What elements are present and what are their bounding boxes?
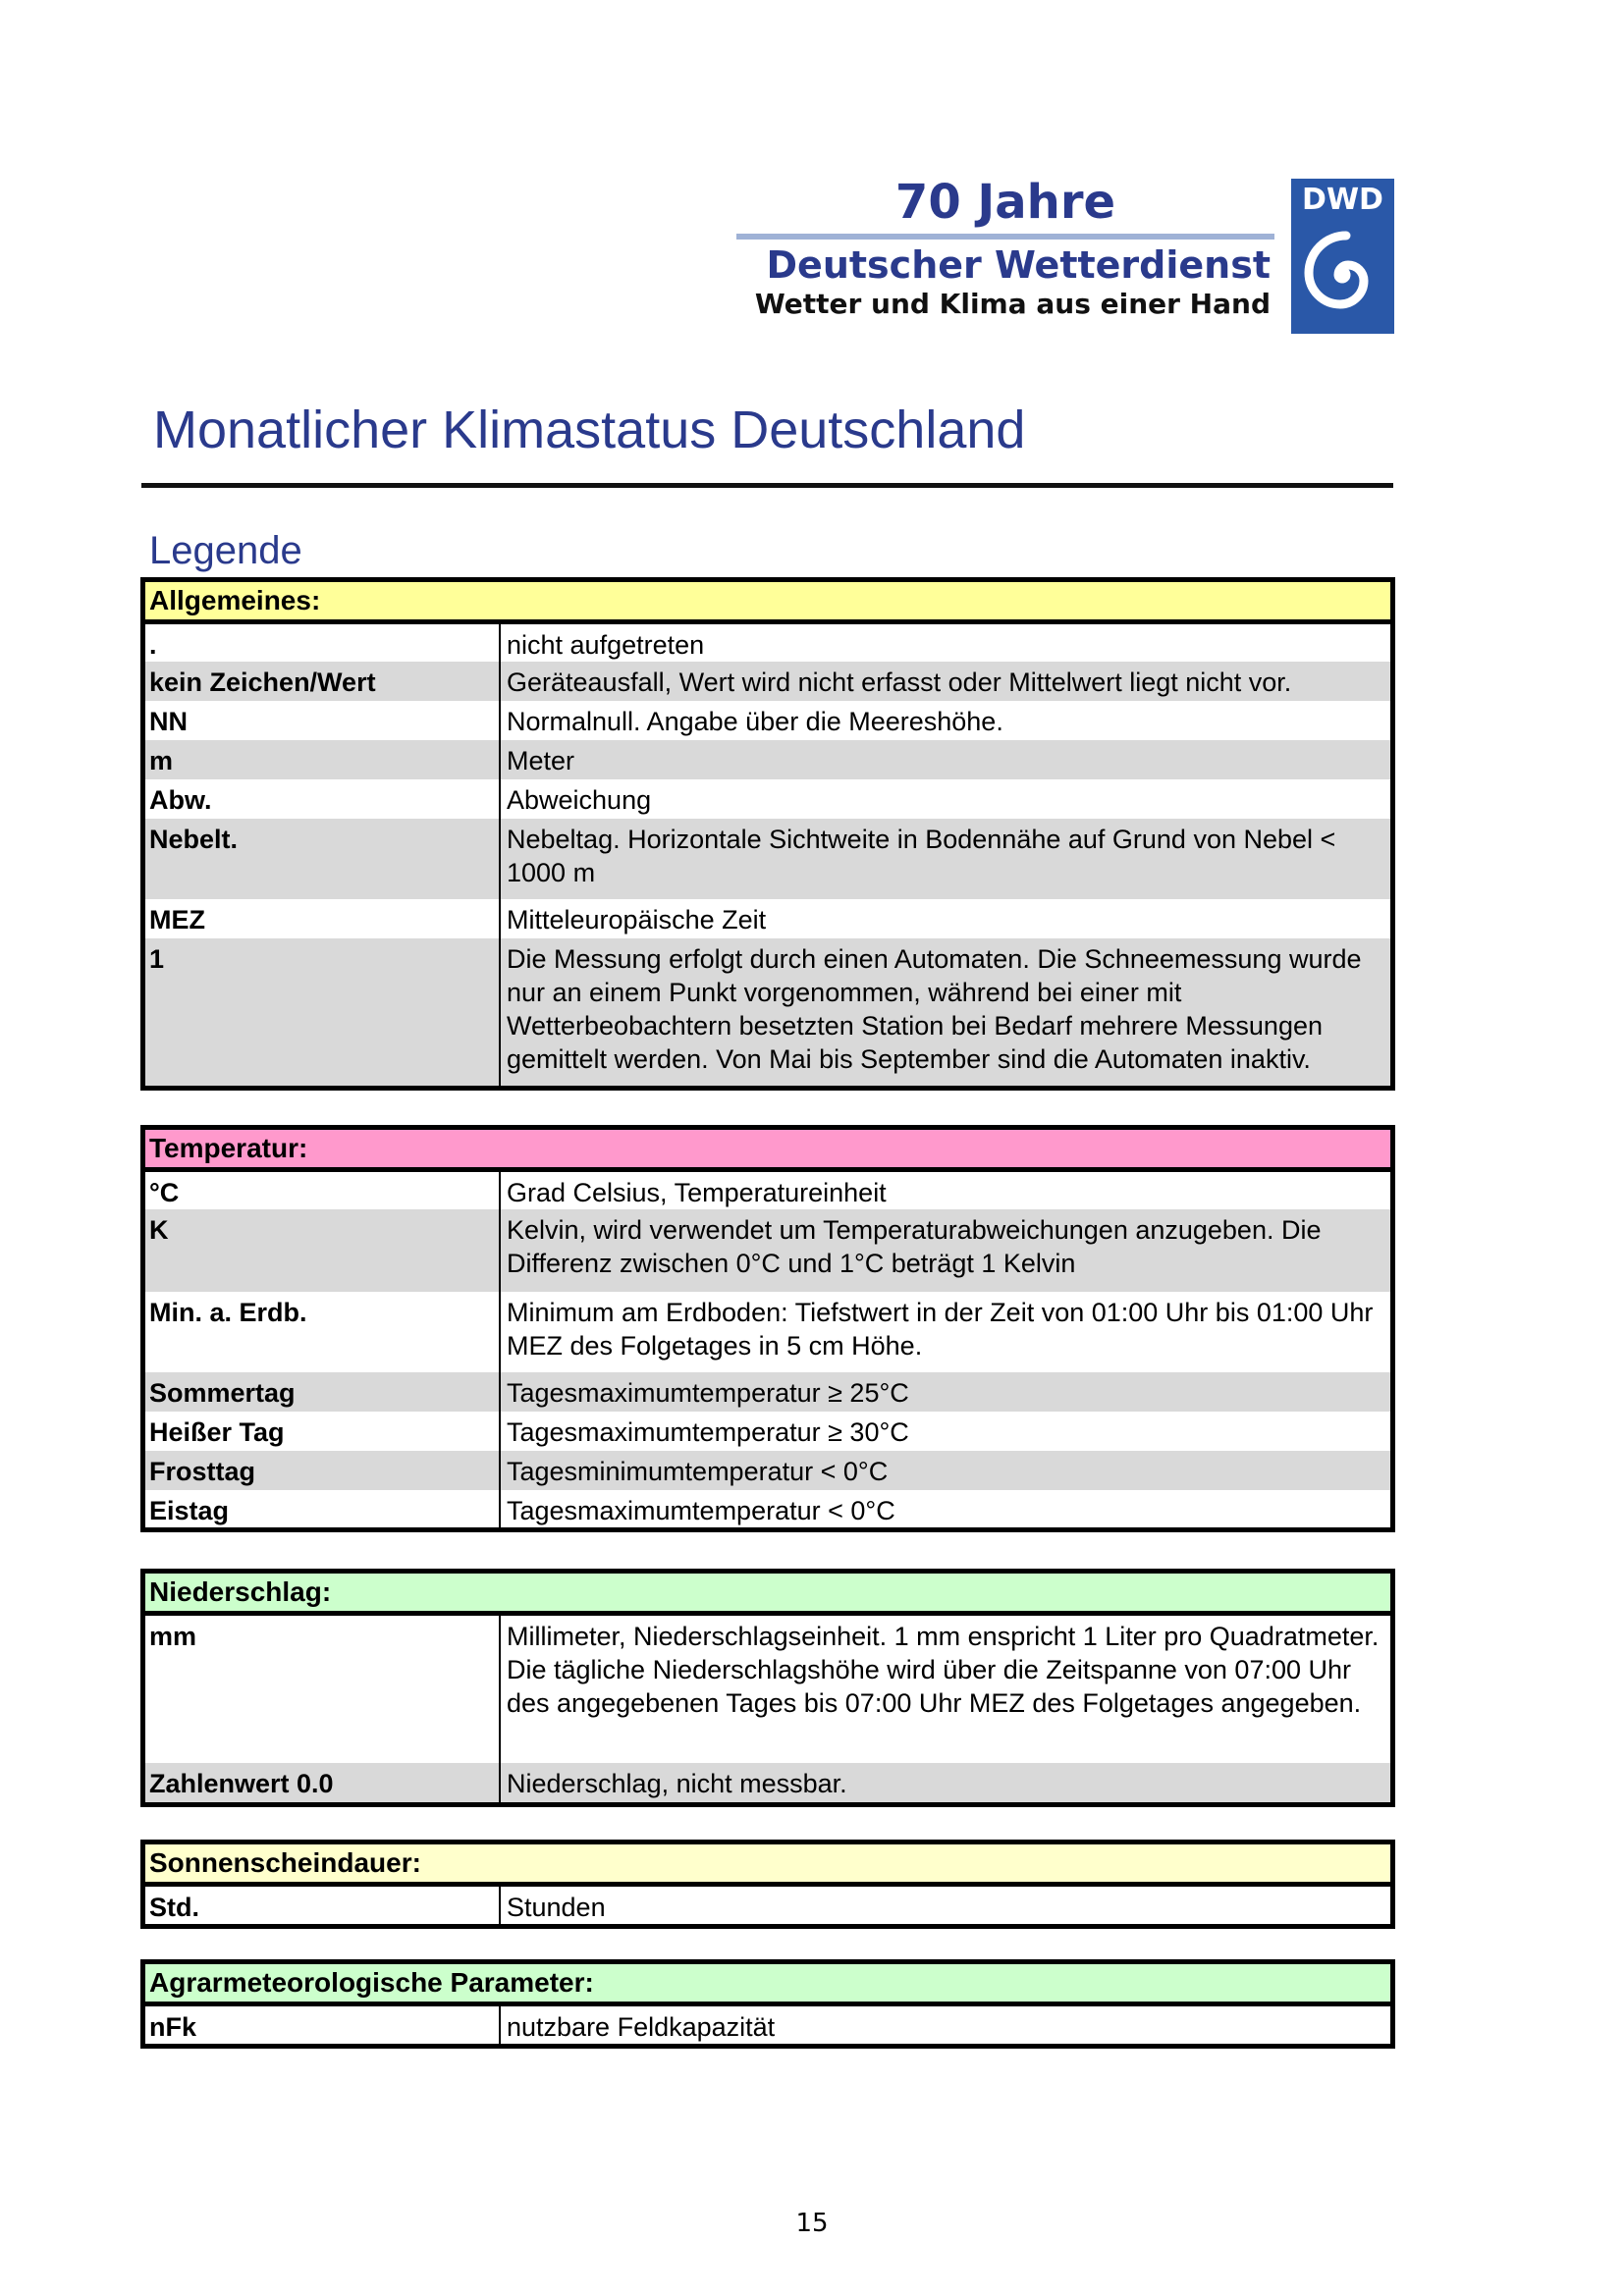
legend-row — [145, 740, 1390, 779]
legend-row — [145, 899, 1390, 938]
section-header: Temperatur: — [145, 1130, 1390, 1172]
logo-wordmark — [736, 177, 1274, 322]
legend-description: nicht aufgetreten — [507, 630, 705, 660]
logo-divider — [736, 234, 1274, 240]
badge-label: DWD — [1302, 183, 1383, 217]
legend-row — [145, 1763, 1390, 1802]
legend-table-temperatur — [140, 1125, 1395, 1532]
legend-table-agrarmeteorologie — [140, 1959, 1395, 2049]
legend-table-sonnenscheindauer — [140, 1840, 1395, 1929]
legend-term: K — [145, 1209, 501, 1292]
legend-row — [145, 1372, 1390, 1412]
legend-term: Min. a. Erdb. — [145, 1292, 501, 1372]
legend-term: 1 — [145, 938, 501, 1086]
legend-row — [145, 1172, 1390, 1209]
legend-row — [145, 2006, 1390, 2044]
legend-term: Eistag — [145, 1490, 501, 1527]
legend-row — [145, 1209, 1390, 1292]
legend-term: . — [145, 624, 501, 662]
legend-row — [145, 1490, 1390, 1527]
logo-tagline: Wetter und Klima aus einer Hand — [754, 288, 1271, 320]
legend-description: Nebeltag. Horizontale Sichtweite in Bodennähe auf Grund von Nebel < 1000 m — [507, 825, 1336, 887]
section-header: Allgemeines: — [145, 582, 1390, 624]
legend-row — [145, 819, 1390, 899]
legend-heading: Legende — [149, 529, 302, 572]
logo-organization: Deutscher Wetterdienst — [766, 243, 1271, 287]
legend-row — [145, 1616, 1390, 1763]
dwd-badge — [1291, 179, 1394, 334]
legend-term: MEZ — [145, 899, 501, 938]
legend-description: Geräteausfall, Wert wird nicht erfasst oder Mittelwert liegt nicht vor. — [507, 667, 1292, 697]
logo-anniversary: 70 Jahre — [894, 175, 1116, 230]
legend-term: nFk — [145, 2006, 501, 2044]
legend-description: Tagesminimumtemperatur < 0°C — [507, 1457, 889, 1486]
legend-description: Normalnull. Angabe über die Meereshöhe. — [507, 707, 1003, 736]
legend-term: Frosttag — [145, 1451, 501, 1490]
legend-term: kein Zeichen/Wert — [145, 662, 501, 701]
legend-description: Grad Celsius, Temperatureinheit — [507, 1178, 887, 1207]
legend-row — [145, 1412, 1390, 1451]
legend-term: Std. — [145, 1887, 501, 1924]
legend-description: Tagesmaximumtemperatur ≥ 30°C — [507, 1417, 909, 1447]
legend-description: Abweichung — [507, 785, 652, 815]
legend-row — [145, 938, 1390, 1086]
title-divider — [141, 483, 1393, 488]
legend-description: Tagesmaximumtemperatur < 0°C — [507, 1496, 895, 1525]
legend-term: Abw. — [145, 779, 501, 819]
legend-row — [145, 701, 1390, 740]
legend-row — [145, 1451, 1390, 1490]
legend-term: Zahlenwert 0.0 — [145, 1763, 501, 1802]
section-header: Agrarmeteorologische Parameter: — [145, 1964, 1390, 2006]
legend-description: Kelvin, wird verwendet um Temperaturabweichungen anzugeben. Die Differenz zwischen 0°C und 1°C beträgt 1 Kelvin — [507, 1215, 1322, 1278]
page-title: Monatlicher Klimastatus Deutschland — [153, 400, 1026, 459]
legend-term: m — [145, 740, 501, 779]
legend-term: Sommertag — [145, 1372, 501, 1412]
legend-description: nutzbare Feldkapazität — [507, 2012, 776, 2042]
legend-description: Millimeter, Niederschlagseinheit. 1 mm enspricht 1 Liter pro Quadratmeter. Die tägliche Niederschlagshöhe wird über die Zeitspanne von 07:00 Uhr des angegebenen Tages bis 07:00 Uhr MEZ des Folgetages angegeben. — [507, 1622, 1380, 1718]
legend-table-niederschlag — [140, 1569, 1395, 1807]
legend-description: Die Messung erfolgt durch einen Automaten. Die Schneemessung wurde nur an einem Punkt vorgenommen, während bei einer mit Wetterbeobachtern besetzten Station bei Bedarf mehrere Messungen gemittelt werden. Von Mai bis September sind die Automaten inaktiv. — [507, 944, 1362, 1074]
legend-term: Nebelt. — [145, 819, 501, 899]
legend-term: Heißer Tag — [145, 1412, 501, 1451]
swirl-icon — [1297, 226, 1388, 324]
legend-description: Tagesmaximumtemperatur ≥ 25°C — [507, 1378, 909, 1408]
page-number: 15 — [795, 2209, 829, 2238]
section-header: Niederschlag: — [145, 1574, 1390, 1616]
legend-description: Meter — [507, 746, 575, 775]
legend-description: Stunden — [507, 1893, 606, 1922]
legend-row — [145, 1292, 1390, 1372]
legend-table-allgemeines — [140, 577, 1395, 1091]
legend-term: mm — [145, 1616, 501, 1763]
legend-description: Mitteleuropäische Zeit — [507, 905, 767, 934]
legend-row — [145, 624, 1390, 662]
legend-row — [145, 662, 1390, 701]
legend-term: °C — [145, 1172, 501, 1209]
legend-row — [145, 1887, 1390, 1924]
legend-term: NN — [145, 701, 501, 740]
legend-row — [145, 779, 1390, 819]
section-header: Sonnenscheindauer: — [145, 1844, 1390, 1887]
legend-description: Niederschlag, nicht messbar. — [507, 1769, 847, 1798]
legend-description: Minimum am Erdboden: Tiefstwert in der Zeit von 01:00 Uhr bis 01:00 Uhr MEZ des Folgetages in 5 cm Höhe. — [507, 1298, 1374, 1361]
